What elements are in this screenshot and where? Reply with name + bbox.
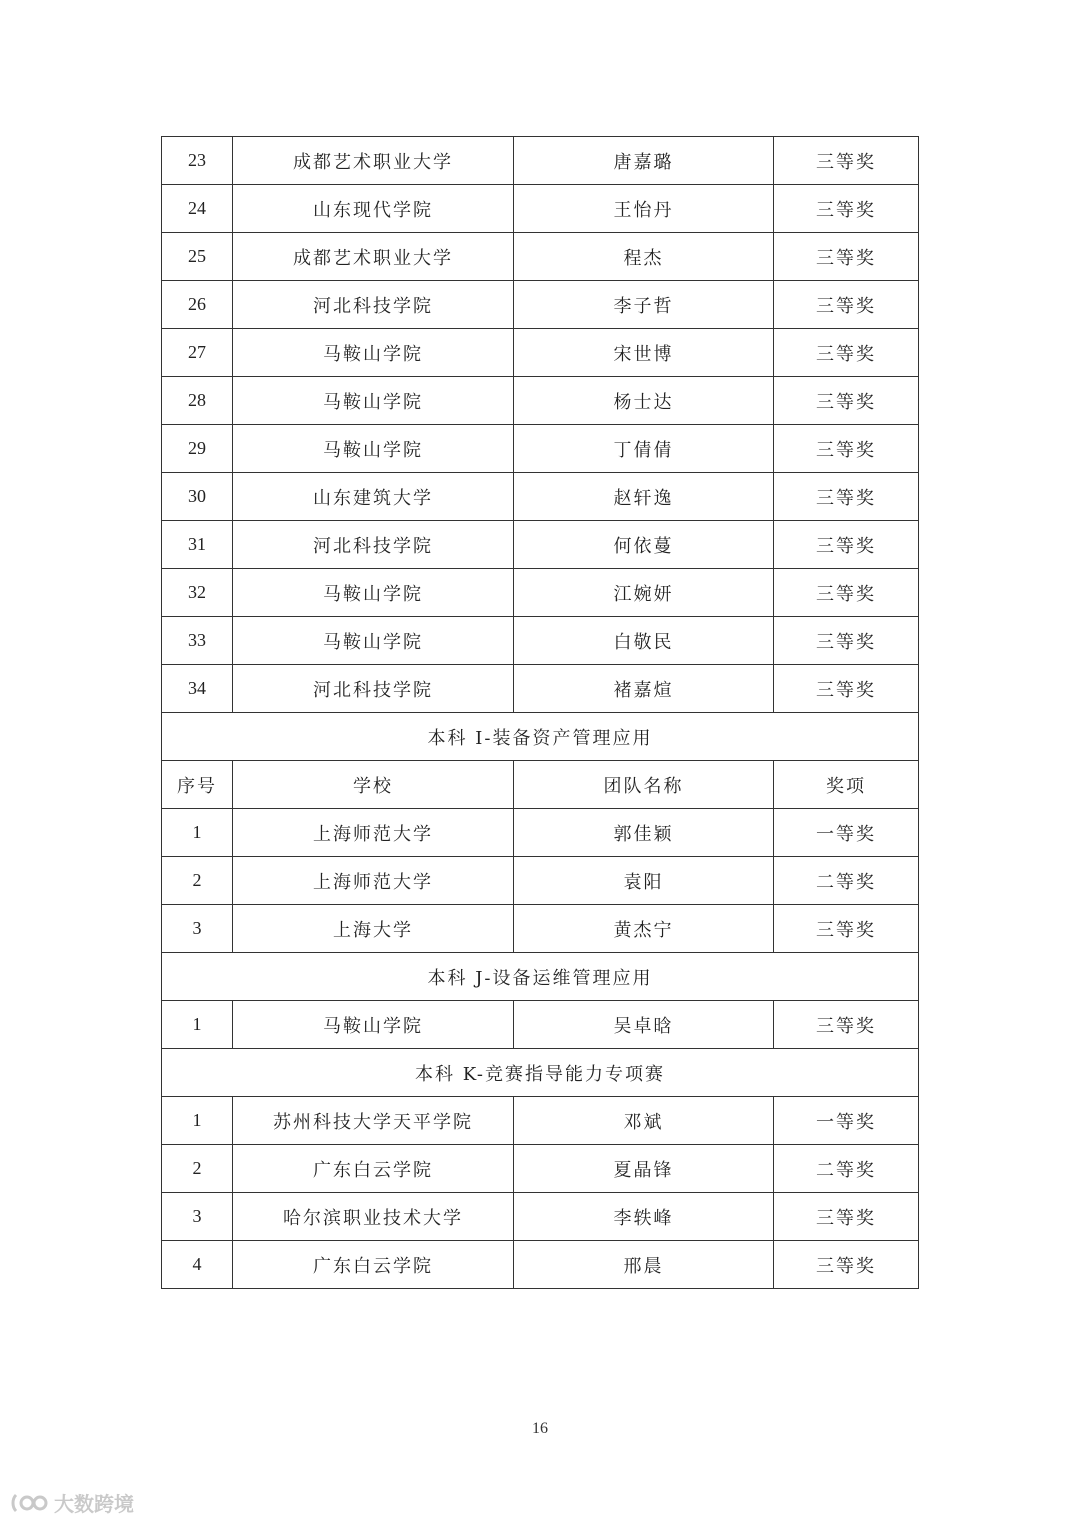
row-school: 成都艺术职业大学 [233,233,514,281]
row-team: 何依蔓 [514,521,774,569]
table-row [162,185,919,233]
column-header-award: 奖项 [774,761,919,809]
section-title-row [162,953,919,1001]
column-header-school: 学校 [233,761,514,809]
row-award: 三等奖 [774,137,919,185]
row-award: 三等奖 [774,905,919,953]
row-award: 一等奖 [774,1097,919,1145]
row-award: 三等奖 [774,425,919,473]
row-team: 宋世博 [514,329,774,377]
row-team: 邢晨 [514,1241,774,1289]
row-award: 三等奖 [774,665,919,713]
row-number: 34 [162,665,233,713]
awards-table [161,136,919,1289]
row-team: 白敬民 [514,617,774,665]
row-number: 1 [162,1097,233,1145]
row-award: 二等奖 [774,1145,919,1193]
row-award: 二等奖 [774,857,919,905]
row-team: 黄杰宁 [514,905,774,953]
row-team: 邓斌 [514,1097,774,1145]
row-school: 马鞍山学院 [233,1001,514,1049]
row-award: 三等奖 [774,521,919,569]
row-team: 江婉妍 [514,569,774,617]
row-number: 27 [162,329,233,377]
row-number: 2 [162,857,233,905]
table-row [162,521,919,569]
row-team: 夏晶锋 [514,1145,774,1193]
row-award: 三等奖 [774,377,919,425]
row-award: 三等奖 [774,329,919,377]
table-row [162,857,919,905]
row-award: 三等奖 [774,473,919,521]
section-title-row [162,713,919,761]
row-number: 30 [162,473,233,521]
row-team: 杨士达 [514,377,774,425]
row-team: 郭佳颖 [514,809,774,857]
row-number: 1 [162,809,233,857]
row-school: 苏州科技大学天平学院 [233,1097,514,1145]
row-school: 上海师范大学 [233,809,514,857]
watermark-text: 大数跨境 [54,1492,134,1516]
row-award: 三等奖 [774,185,919,233]
row-team: 丁倩倩 [514,425,774,473]
row-team: 吴卓晗 [514,1001,774,1049]
row-school: 河北科技学院 [233,281,514,329]
row-school: 马鞍山学院 [233,377,514,425]
row-number: 31 [162,521,233,569]
row-team: 程杰 [514,233,774,281]
table-row [162,233,919,281]
row-number: 24 [162,185,233,233]
row-award: 三等奖 [774,569,919,617]
row-award: 一等奖 [774,809,919,857]
section-title: 本科 K-竞赛指导能力专项赛 [162,1049,919,1097]
row-number: 25 [162,233,233,281]
table-row [162,1241,919,1289]
table-row [162,1097,919,1145]
row-number: 28 [162,377,233,425]
row-team: 袁阳 [514,857,774,905]
table-row [162,137,919,185]
row-award: 三等奖 [774,1001,919,1049]
row-team: 李子哲 [514,281,774,329]
row-school: 山东建筑大学 [233,473,514,521]
logo-icon [10,1491,48,1515]
row-school: 马鞍山学院 [233,617,514,665]
row-award: 三等奖 [774,617,919,665]
row-team: 唐嘉璐 [514,137,774,185]
table-row [162,1145,919,1193]
row-number: 26 [162,281,233,329]
row-number: 4 [162,1241,233,1289]
table-header-row [162,761,919,809]
watermark [10,1488,134,1517]
table-row [162,905,919,953]
row-award: 三等奖 [774,1241,919,1289]
row-school: 河北科技学院 [233,665,514,713]
table-row [162,473,919,521]
table-row [162,665,919,713]
row-number: 2 [162,1145,233,1193]
row-number: 32 [162,569,233,617]
row-school: 河北科技学院 [233,521,514,569]
table-row [162,425,919,473]
row-team: 王怡丹 [514,185,774,233]
row-school: 马鞍山学院 [233,569,514,617]
row-team: 李轶峰 [514,1193,774,1241]
table-row [162,1001,919,1049]
row-team: 赵轩逸 [514,473,774,521]
row-award: 三等奖 [774,281,919,329]
table-row [162,809,919,857]
row-school: 山东现代学院 [233,185,514,233]
table-row [162,617,919,665]
row-school: 成都艺术职业大学 [233,137,514,185]
row-number: 3 [162,905,233,953]
row-school: 上海大学 [233,905,514,953]
row-school: 哈尔滨职业技术大学 [233,1193,514,1241]
row-school: 马鞍山学院 [233,329,514,377]
table-row [162,329,919,377]
row-school: 广东白云学院 [233,1145,514,1193]
row-number: 29 [162,425,233,473]
section-title: 本科 J-设备运维管理应用 [162,953,919,1001]
row-number: 3 [162,1193,233,1241]
column-header-team: 团队名称 [514,761,774,809]
row-team: 褚嘉煊 [514,665,774,713]
column-header-number: 序号 [162,761,233,809]
row-number: 1 [162,1001,233,1049]
table-row [162,377,919,425]
row-number: 23 [162,137,233,185]
row-school: 广东白云学院 [233,1241,514,1289]
row-award: 三等奖 [774,1193,919,1241]
row-school: 马鞍山学院 [233,425,514,473]
section-title: 本科 I-装备资产管理应用 [162,713,919,761]
row-school: 上海师范大学 [233,857,514,905]
table-row [162,281,919,329]
section-title-row [162,1049,919,1097]
row-award: 三等奖 [774,233,919,281]
page-number: 16 [532,1420,548,1437]
table-row [162,569,919,617]
table-row [162,1193,919,1241]
row-number: 33 [162,617,233,665]
